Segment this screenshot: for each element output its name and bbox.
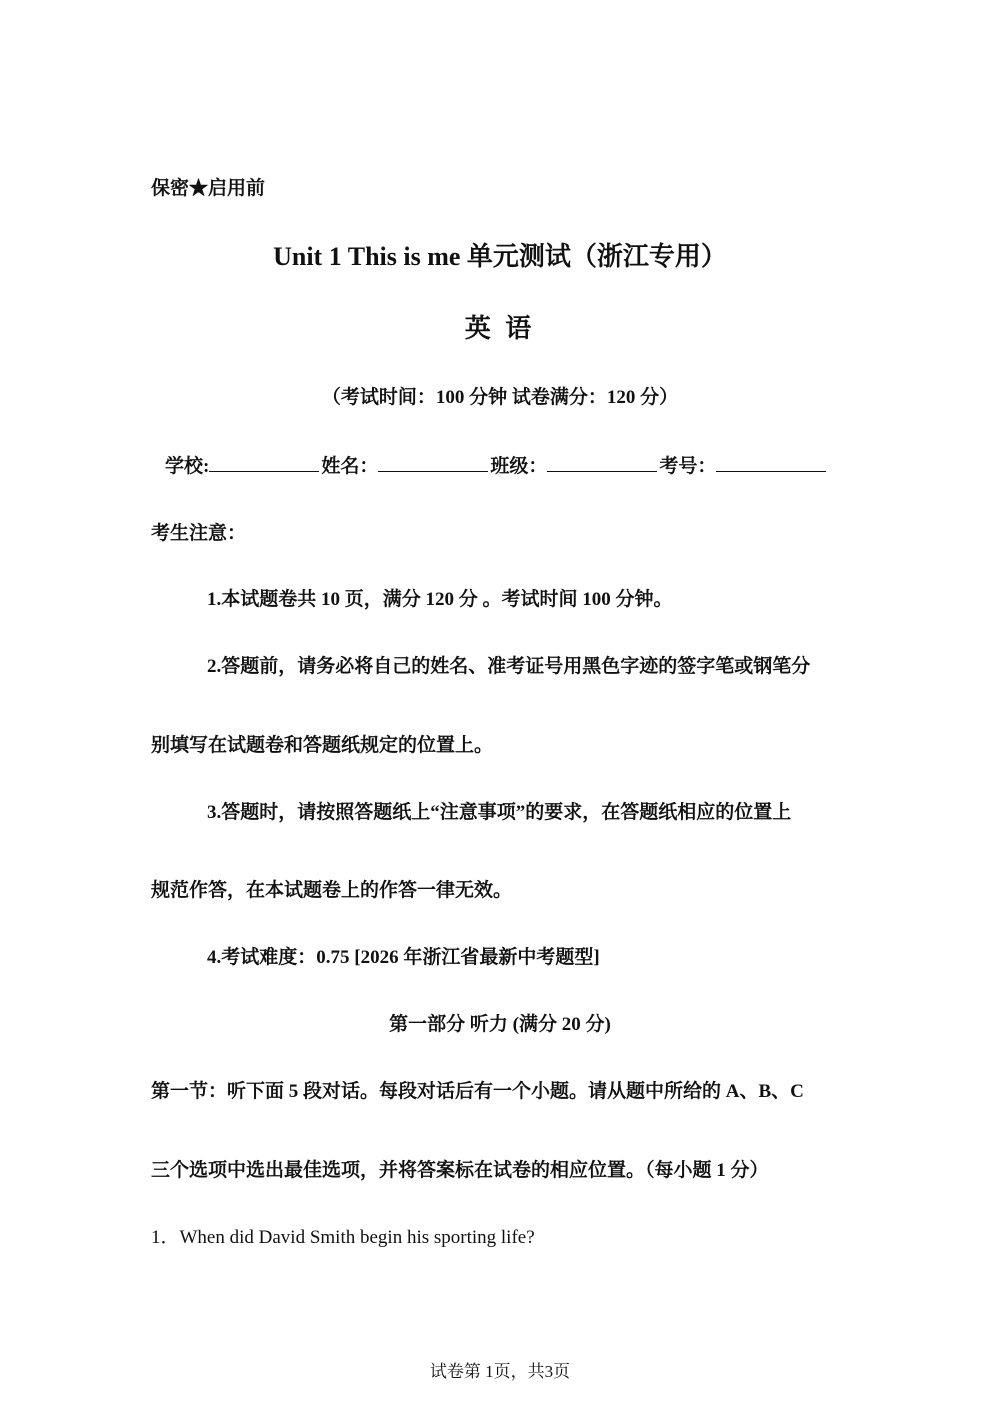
page-footer: 试卷第 1页，共3页 bbox=[429, 1362, 571, 1381]
class-field[interactable] bbox=[547, 453, 657, 472]
section-one-instructions-line-2: 三个选项中选出最佳选项，并将答案标在试卷的相应位置。（每小题 1 分） bbox=[151, 1160, 769, 1181]
section-one-instructions-line-1: 第一节：听下面 5 段对话。每段对话后有一个小题。请从题中所给的 A、B、C bbox=[151, 1081, 804, 1102]
notice-heading: 考生注意： bbox=[151, 523, 247, 544]
exam-title: Unit 1 This is me 单元测试（浙江专用） bbox=[273, 242, 727, 271]
exam-time-and-score: （考试时间：100 分钟 试卷满分：120 分） bbox=[321, 387, 679, 408]
question-1: 1．When did David Smith begin his sporting life? bbox=[151, 1227, 535, 1248]
notice-item-3-line-2: 规范作答，在本试题卷上的作答一律无效。 bbox=[151, 880, 513, 901]
exam-number-field[interactable] bbox=[716, 453, 826, 472]
name-label: 姓名： bbox=[321, 456, 379, 477]
school-label: 学校: bbox=[165, 456, 210, 477]
subject-title: 英 语 bbox=[464, 314, 536, 343]
notice-item-3-line-1: 3.答题时，请按照答题纸上“注意事项”的要求，在答题纸相应的位置上 bbox=[207, 802, 792, 823]
notice-item-1: 1.本试题卷共 10 页，满分 120 分 。考试时间 100 分钟。 bbox=[207, 589, 673, 610]
notice-item-4: 4.考试难度：0.75 [2026 年浙江省最新中考题型] bbox=[207, 947, 600, 968]
confidential-label: 保密★启用前 bbox=[151, 178, 266, 199]
student-info-fields bbox=[165, 451, 828, 478]
part-one-heading: 第一部分 听力 (满分 20 分) bbox=[389, 1014, 611, 1035]
notice-item-2-line-1: 2.答题前，请务必将自己的姓名、准考证号用黑色字迹的签字笔或钢笔分 bbox=[207, 656, 811, 677]
notice-item-2-line-2: 别填写在试题卷和答题纸规定的位置上。 bbox=[151, 735, 494, 756]
name-field[interactable] bbox=[378, 453, 488, 472]
exam-number-label: 考号： bbox=[659, 456, 717, 477]
class-label: 班级： bbox=[490, 456, 548, 477]
school-field[interactable] bbox=[209, 453, 319, 472]
